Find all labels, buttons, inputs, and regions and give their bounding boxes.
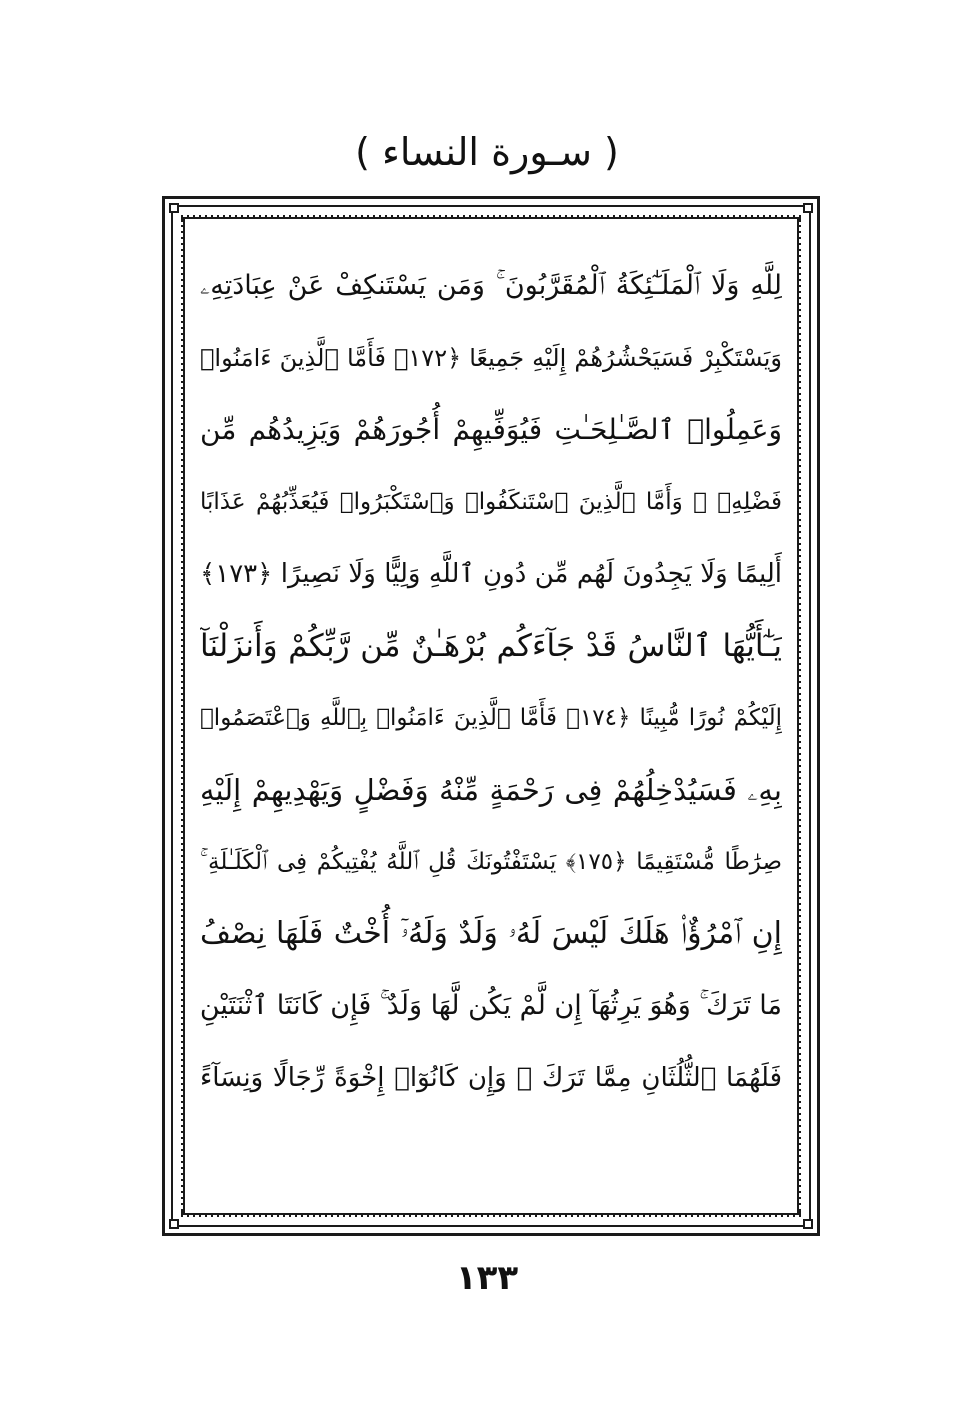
verse-line-12: فَلَهُمَا ٱلثُّلُثَانِ مِمَّا تَرَكَ ۚ وَإِن كَانُوٓا۟ إِخْوَةً رِّجَالًا وَنِسَآءً	[200, 1063, 782, 1093]
frame-corner-ornament	[803, 1219, 813, 1229]
verse-text-block	[200, 250, 782, 1190]
frame-corner-ornament	[169, 1219, 179, 1229]
verse-line-3: وَعَمِلُوا۟ ٱلصَّـٰلِحَـٰتِ فَيُوَفِّيهِمْ أُجُورَهُمْ وَيَزِيدُهُم مِّن	[200, 413, 782, 446]
verse-line-2: وَيَسْتَكْبِرْ فَسَيَحْشُرُهُمْ إِلَيْهِ جَمِيعًا ﴿١٧٢﴾ فَأَمَّا ٱلَّذِينَ ءَامَنُوا۟	[200, 344, 782, 372]
frame-corner-ornament	[803, 203, 813, 213]
verse-line-7: إِلَيْكُمْ نُورًا مُّبِينًا ﴿١٧٤﴾ فَأَمَّا ٱلَّذِينَ ءَامَنُوا۟ بِٱللَّهِ وَٱعْتَصَمُوا۟	[200, 705, 782, 731]
page-number: ١٣٣	[455, 1258, 519, 1298]
verse-line-9: صِرَٰطًا مُّسْتَقِيمًا ﴿١٧٥﴾ يَسْتَفْتُونَكَ قُلِ ٱللَّهُ يُفْتِيكُمْ فِى ٱلْكَلَـٰلَةِ ۚ	[200, 849, 782, 875]
verse-line-8: بِهِۦ فَسَيُدْخِلُهُمْ فِى رَحْمَةٍ مِّنْهُ وَفَضْلٍ وَيَهْدِيهِمْ إِلَيْهِ	[200, 773, 782, 807]
frame-corner-ornament	[169, 203, 179, 213]
verse-line-5: أَلِيمًا وَلَا يَجِدُونَ لَهُم مِّن دُونِ ٱللَّهِ وَلِيًّا وَلَا نَصِيرًا ﴿١٧٣﴾	[200, 559, 782, 589]
verse-line-6: يَـٰٓأَيُّهَا ٱلنَّاسُ قَدْ جَآءَكُم بُرْهَـٰنٌ مِّن رَّبِّكُمْ وَأَنزَلْنَآ	[200, 628, 782, 664]
verse-line-10: إِنِ ٱمْرُؤٌا۟ هَلَكَ لَيْسَ لَهُۥ وَلَدٌ وَلَهُۥٓ أُخْتٌ فَلَهَا نِصْفُ	[200, 916, 782, 951]
verse-line-11: مَا تَرَكَ ۚ وَهُوَ يَرِثُهَآ إِن لَّمْ يَكُن لَّهَا وَلَدٌ ۚ فَإِن كَانَتَا ٱثْنَتَيْنِ	[200, 990, 782, 1021]
verse-line-1: لِلَّهِ وَلَا ٱلْمَلَـٰٓئِكَةُ ٱلْمُقَرَّبُونَ ۚ وَمَن يَسْتَنكِفْ عَنْ عِبَادَتِهِۦ	[200, 270, 782, 301]
verse-line-4: فَضْلِهِۦ ۖ وَأَمَّا ٱلَّذِينَ ٱسْتَنكَفُوا۟ وَٱسْتَكْبَرُوا۟ فَيُعَذِّبُهُمْ عَذَابًا	[200, 489, 782, 515]
surah-title: ( سـورة النساء )	[355, 130, 619, 174]
